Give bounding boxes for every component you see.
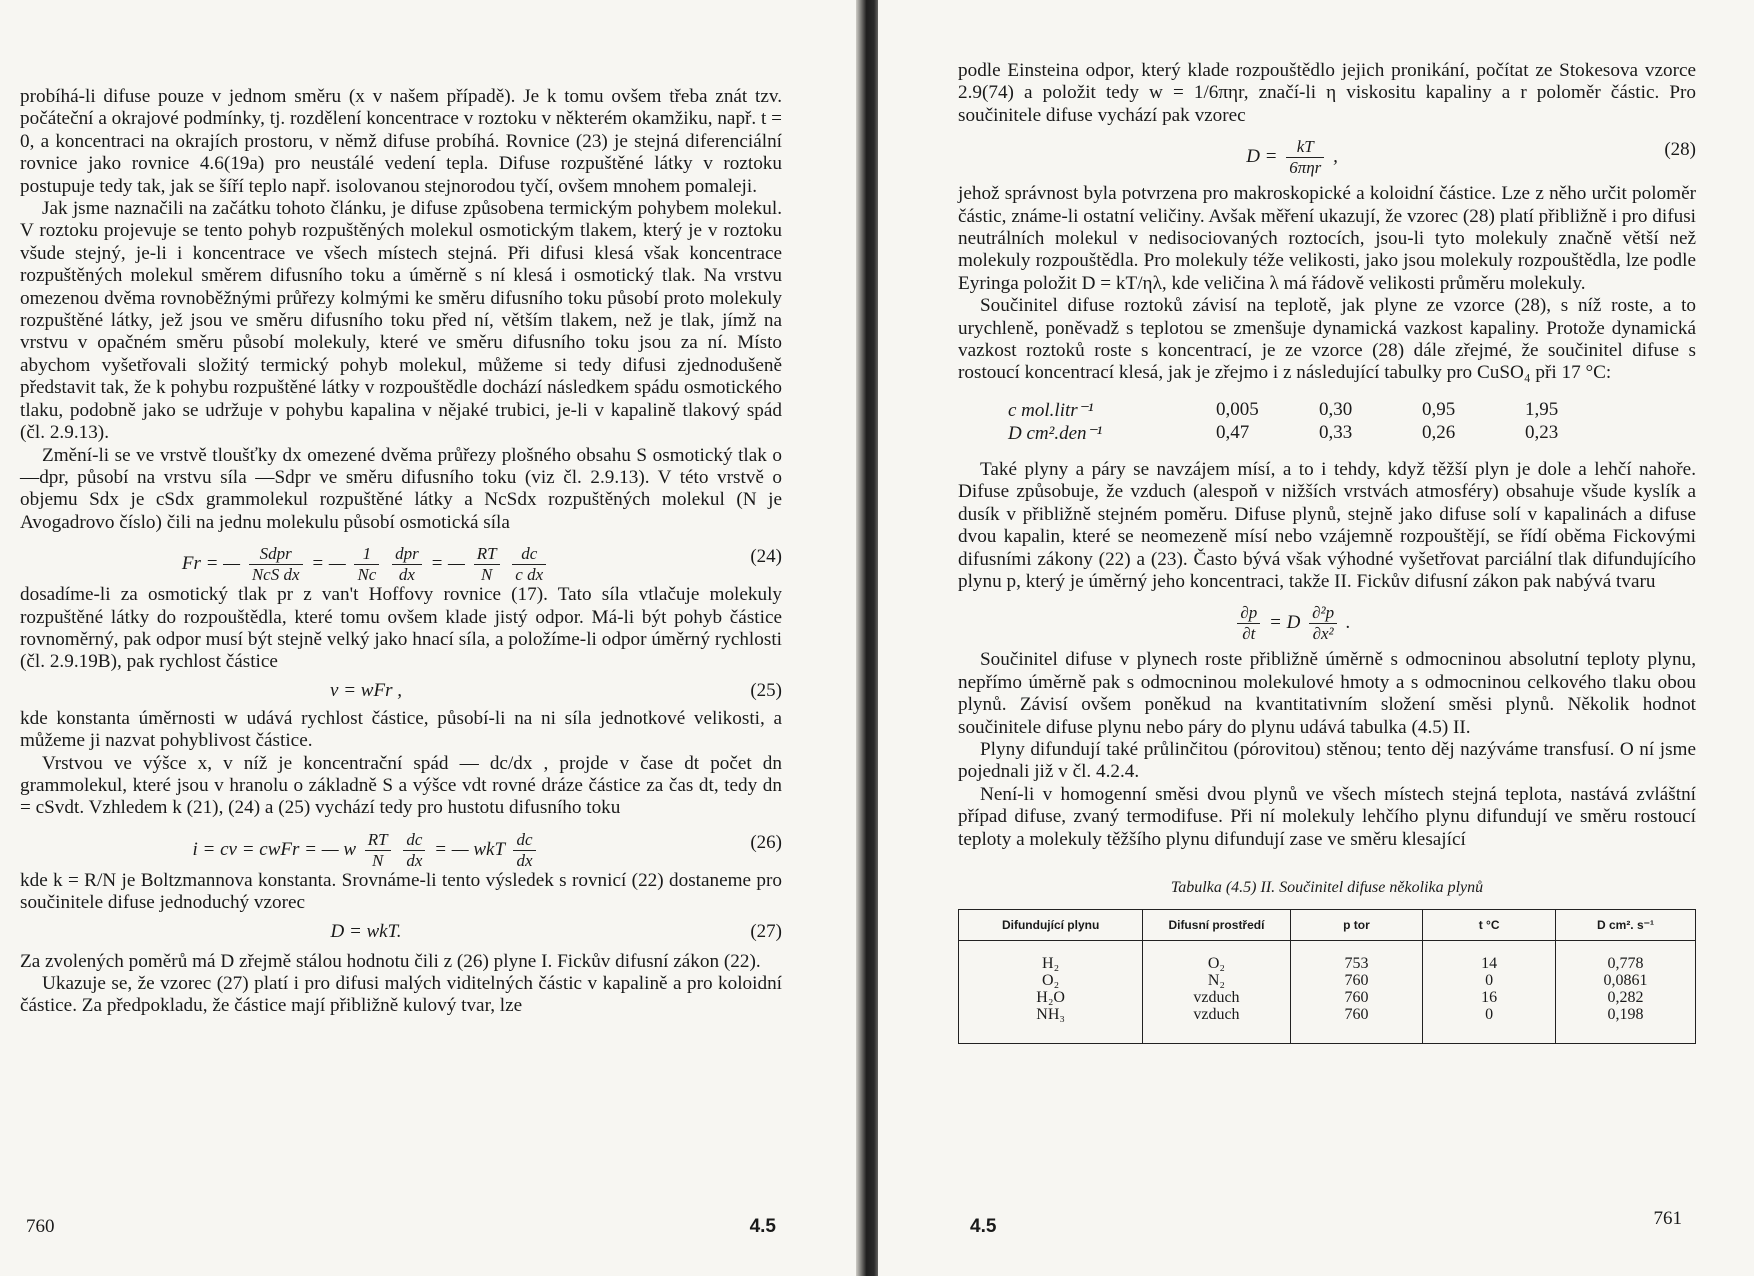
equation-25 [20,674,782,708]
eq-num: Sdpr [249,544,303,565]
column-header: Difundující plynu [959,909,1143,940]
eq-den: N [372,850,384,870]
eq-num: ∂²p [1309,603,1337,624]
equation-number: (28) [1664,139,1696,161]
paragraph: Také plyny a páry se navzájem mísí, a to i tehdy, když těžší plyn je dole a lehčí nahoře. Difuse způsobuje, že vzduch (alespoň v nižších vrstvách atmosféry) obsahuje všude kyslík a dusík v přibližně stejném poměru. Difuse plynů, stejně jako difuse solí v kapalinách a difuse dvou kapalin, které se neomezeně mísí nebo vzájemně rozpouštějí, se řídí oběma Fickovými difusními zákony (22) a (23). Často bývá však výhodné vyšetřovat parciální tlak difundujícího plynu p, který je úměrný jeho koncentraci, takže II. Fickův difusní zákon pak nabývá tvaru [958,458,1696,592]
equation-26 [20,820,782,870]
table-cell: 0,33 [1319,422,1353,444]
table-cell: 14 0 16 0 [1423,940,1556,1043]
eq-body: v = wFr , [330,679,402,701]
table-cell: 0,26 [1422,422,1456,444]
page-number: 760 [26,1216,55,1237]
eq-part: D = [1246,146,1278,168]
column-header: Difusní prostředí [1143,909,1290,940]
row-label: c mol.litr⁻¹ [1008,399,1094,421]
paragraph: Součinitel difuse v plynech roste přibližně úměrně s odmocninou absolutní teploty plynu, nepřímo úměrně pak s odmocninou molekulové hmoty a s odmocninou celkového tlaku obou plynů. Závisí ovšem poněkud na kvantitativním složení směsi plynů. Několik hodnot součinitele difuse plynu nebo páry do plynu udává tabulka (4.5) II. [958,649,1696,738]
eq-num: kT [1286,137,1324,158]
table-row [1008,399,1576,422]
eq-num: 1 [354,544,379,565]
paragraph: probíhá-li difuse pouze v jednom směru (x v našem případě). Je k tomu ovšem třeba znát tzv. počáteční a okrajové podmínky, tj. rozdělení koncentrace v roztoku v některém okamžiku, např. t = 0, a koncentraci na okrajích prostoru, v němž difuse probíhá. Rovnice (23) je stejná diferenciální rovnice jako rovnice 4.6(19a) pro neustálé vedení tepla. Difuse rozpuštěné látky v roztoku postupuje tedy tak, jak se šíří teplo např. isolovanou stejnorodou tyčí, ovšem mnohem pomaleji. [20,86,782,197]
right-page [878,0,1754,1276]
paragraph: Ukazuje se, že vzorec (27) platí i pro difusi malých viditelných částic v kapalině a pro koloidní částice. Za předpokladu, že částice mají přibližně kulový tvar, lze [20,973,782,1017]
eq-part: Fr = — [181,552,241,574]
eq-den: N [480,565,493,585]
paragraph: dosadíme-li za osmotický tlak pr z van't Hoffovy rovnice (17). Tato síla vtlačuje molekuly rozpuštěné látky do rozpouštědla, které tomu ovšem klade jistý odpor. Má-li být pohyb částice rovnoměrný, pak odpor musí být stejně velký jako hnací síla, a položíme-li odpor úměrný rychlosti (čl. 2.9.19B), pak rychlost částice [20,584,782,673]
table-cell: 0,30 [1319,399,1353,421]
cuso4-table [1008,399,1576,445]
eq-den: dx [406,850,423,870]
table-cell: 753 760 760 760 [1290,940,1423,1043]
table-cell: 1,95 [1525,399,1559,421]
eq-part: = D [1269,612,1301,634]
table-cell: H₂ O₂ H₂O NH₃ [1036,954,1065,1023]
section-number: 4.5 [749,1216,776,1237]
equation-number: (27) [750,920,782,942]
eq-body: D = wkT. [330,920,402,942]
paragraph: Změní-li se ve vrstvě tloušťky dx omezené dvěma průřezy plošného obsahu S osmotický tlak o —dpr, působí na vrstvu síla —Sdpr ve směru difusního toku (viz čl. 2.9.13). V této vrstvě o objemu Sdx je cSdx grammolekul rozpuštěné látky a NcSdx rozpuštěných molekul (N je Avogadrovo číslo) čili na jednu molekulu působí osmotická síla [20,444,782,533]
eq-part: . [1345,612,1351,634]
eq-part: = — [430,552,465,574]
eq-part: i = cv = cwFr = — w [192,838,357,860]
paragraph: Za zvolených poměrů má D zřejmě stálou hodnotu čili z (26) plyne I. Fickův difusní zákon (22). [20,950,761,972]
eq-part: = — [311,552,346,574]
eq-den: dx [398,565,415,585]
equation-24 [20,534,782,584]
eq-den: 6πηr [1289,158,1322,178]
table-header-row [959,909,1696,940]
paragraph: kde k = R/N je Boltzmannova konstanta. Srovnáme-li tento výsledek s rovnicí (22) dostaneme pro součinitele difuse jednoduchý vzorec [20,869,782,914]
section-number: 4.5 [970,1216,997,1237]
column-header: t °C [1423,909,1556,940]
table-cell: O₂ N₂ vzduch vzduch [1143,940,1290,1043]
paragraph: Součinitel difuse roztoků závisí na teplotě, jak plyne ze vzorce (28), s níž roste, a to urychleně, poněvadž s teplotou se zmenšuje dynamická vazkost kapaliny. Protože dynamická vazkost roztoků roste s koncentrací, je ze vzorce (28) dále zřejmé, že součinitel difuse s rostoucí koncentrací klesá, jak je zřejmo i z následující tabulky pro CuSO₄ při 17 °C: [958,295,1696,384]
eq-part: = — wkT [434,838,505,860]
eq-den: Nc [357,565,377,585]
equation-27 [20,915,782,951]
column-header: D cm². s⁻¹ [1555,909,1695,940]
table-cell: 0,95 [1422,399,1456,421]
paragraph: jehož správnost byla potvrzena pro makroskopické a koloidní částice. Lze z něho určit poloměr částic, známe-li ostatní veličiny. Avšak měření ukazují, že vzorec (28) platí přibližně i pro difusi neutrálních molekul v nedisociovaných roztocích, jsou-li tyto molekuly značně větší než molekuly rozpouštědla. Pro molekuly téže velikosti, jako jsou molekuly rozpouštědla, lze podle Eyringa položit D = kT/ηλ, kde veličina λ má řádově velikosti průměru molekuly. [958,183,1696,294]
paragraph: Není-li v homogenní směsi dvou plynů ve všech místech stejná teplota, nastává zvláštní případ difuse, zvaný termodifuse. Při ní molekuly lehčího plynu difundují ve směru rostoucí teploty a molekuly těžšího plynu difundují zase ve směru klesající [958,783,1696,850]
equation-number: (26) [750,831,782,853]
eq-num: RT [365,830,391,851]
row-label: D cm².den⁻¹ [1008,422,1103,444]
gas-diffusion-table [958,909,1696,1044]
eq-den: c dx [515,565,544,585]
eq-den: dx [516,850,533,870]
table-row [959,940,1696,1043]
eq-num: dc [403,830,425,851]
table-cell: 0,47 [1216,422,1250,444]
eq-num: dpr [392,544,422,565]
table-caption: Tabulka (4.5) II. Součinitel difuse několika plynů [1170,878,1484,896]
paragraph: kde konstanta úměrnosti w udává rychlost částice, působí-li na ni síla jednotkové velikosti, a můžeme ji nazvat pohyblivost částice. [20,707,782,752]
column-header: p tor [1290,909,1423,940]
equation-28: D = $\frac{kT}{\text{6πηr}}$ , (28) [1246,137,1696,178]
page-number: 761 [1653,1208,1682,1229]
table-cell: 0,005 [1216,399,1259,421]
eq-num: dc [512,544,546,565]
eq-den: NcS dx [251,565,300,585]
paragraph: Jak jsme naznačili na začátku tohoto článku, je difuse způsobena termickým pohybem molekul. V roztoku projevuje se tento pohyb rozpuštěných molekul osmotickým tlakem, který je v roztoku všude stejný, je-li i koncentrace ve všech místech stejná. Při difusi klesá však koncentrace rozpuštěných molekul směrem difusního toku a úměrně s ní klesá i osmotický tlak. Na vrstvu omezenou dvěma rovnoběžnými průřezy kolmými ke směru difusního toku působí proto molekuly rozpuštěné látky, jež jsou ve směru difusního toku před ní, větším tlakem, než je tlak, jímž na vrstvu v opačném směru působí molekuly, které ve směru difusního toku jsou za ní. Místo abychom vyšetřovali složitý termický pohyb molekul, můžeme si tedy difusi zjednodušeně představit tak, že k pohybu rozpuštěné látky v rozpouštědle dochází následkem spádu osmotického tlaku, podobně jako se udržuje v pohybu kapalina v nějaké trubici, je-li v kapalině tlakový spád (čl. 2.9.13). [20,198,782,444]
eq-den: ∂x² [1312,624,1334,644]
table-cell: 0,778 0,0861 0,282 0,198 [1555,940,1695,1043]
eq-num: ∂p [1237,603,1260,624]
equation-number: (25) [750,679,782,701]
paragraph: podle Einsteina odpor, který klade rozpouštědlo jejich pronikání, počítat ze Stokesova vzorce 2.9(74) a položit tedy w = 1/6πηr, značí-li η viskositu kapaliny a r poloměr částic. Pro součinitele difuse vychází pak vzorec [958,60,1696,126]
paragraph: Plyny difundují také průlinčitou (pórovitou) stěnou; tento děj nazýváme transfusí. O ní jsme pojednali již v čl. 4.2.4. [958,738,1696,783]
eq-den: ∂t [1242,624,1256,644]
paragraph: Vrstvou ve výšce x, v níž je koncentrační spád — dc/dx , projde v čase dt počet dn grammolekul, které jsou v hranolu o základně S a výšce vdt rovné dráze částice za čas dt, tedy dn = cSvdt. Vzhledem k (21), (24) a (25) vychází tedy pro hustotu difusního toku [20,752,782,819]
equation-number: (24) [750,546,782,568]
eq-num: dc [513,830,535,851]
table-cell: 0,23 [1525,422,1559,444]
equation-fick [958,593,1696,649]
left-page [0,0,862,1276]
table-row [1008,422,1576,445]
eq-num: RT [474,544,500,565]
